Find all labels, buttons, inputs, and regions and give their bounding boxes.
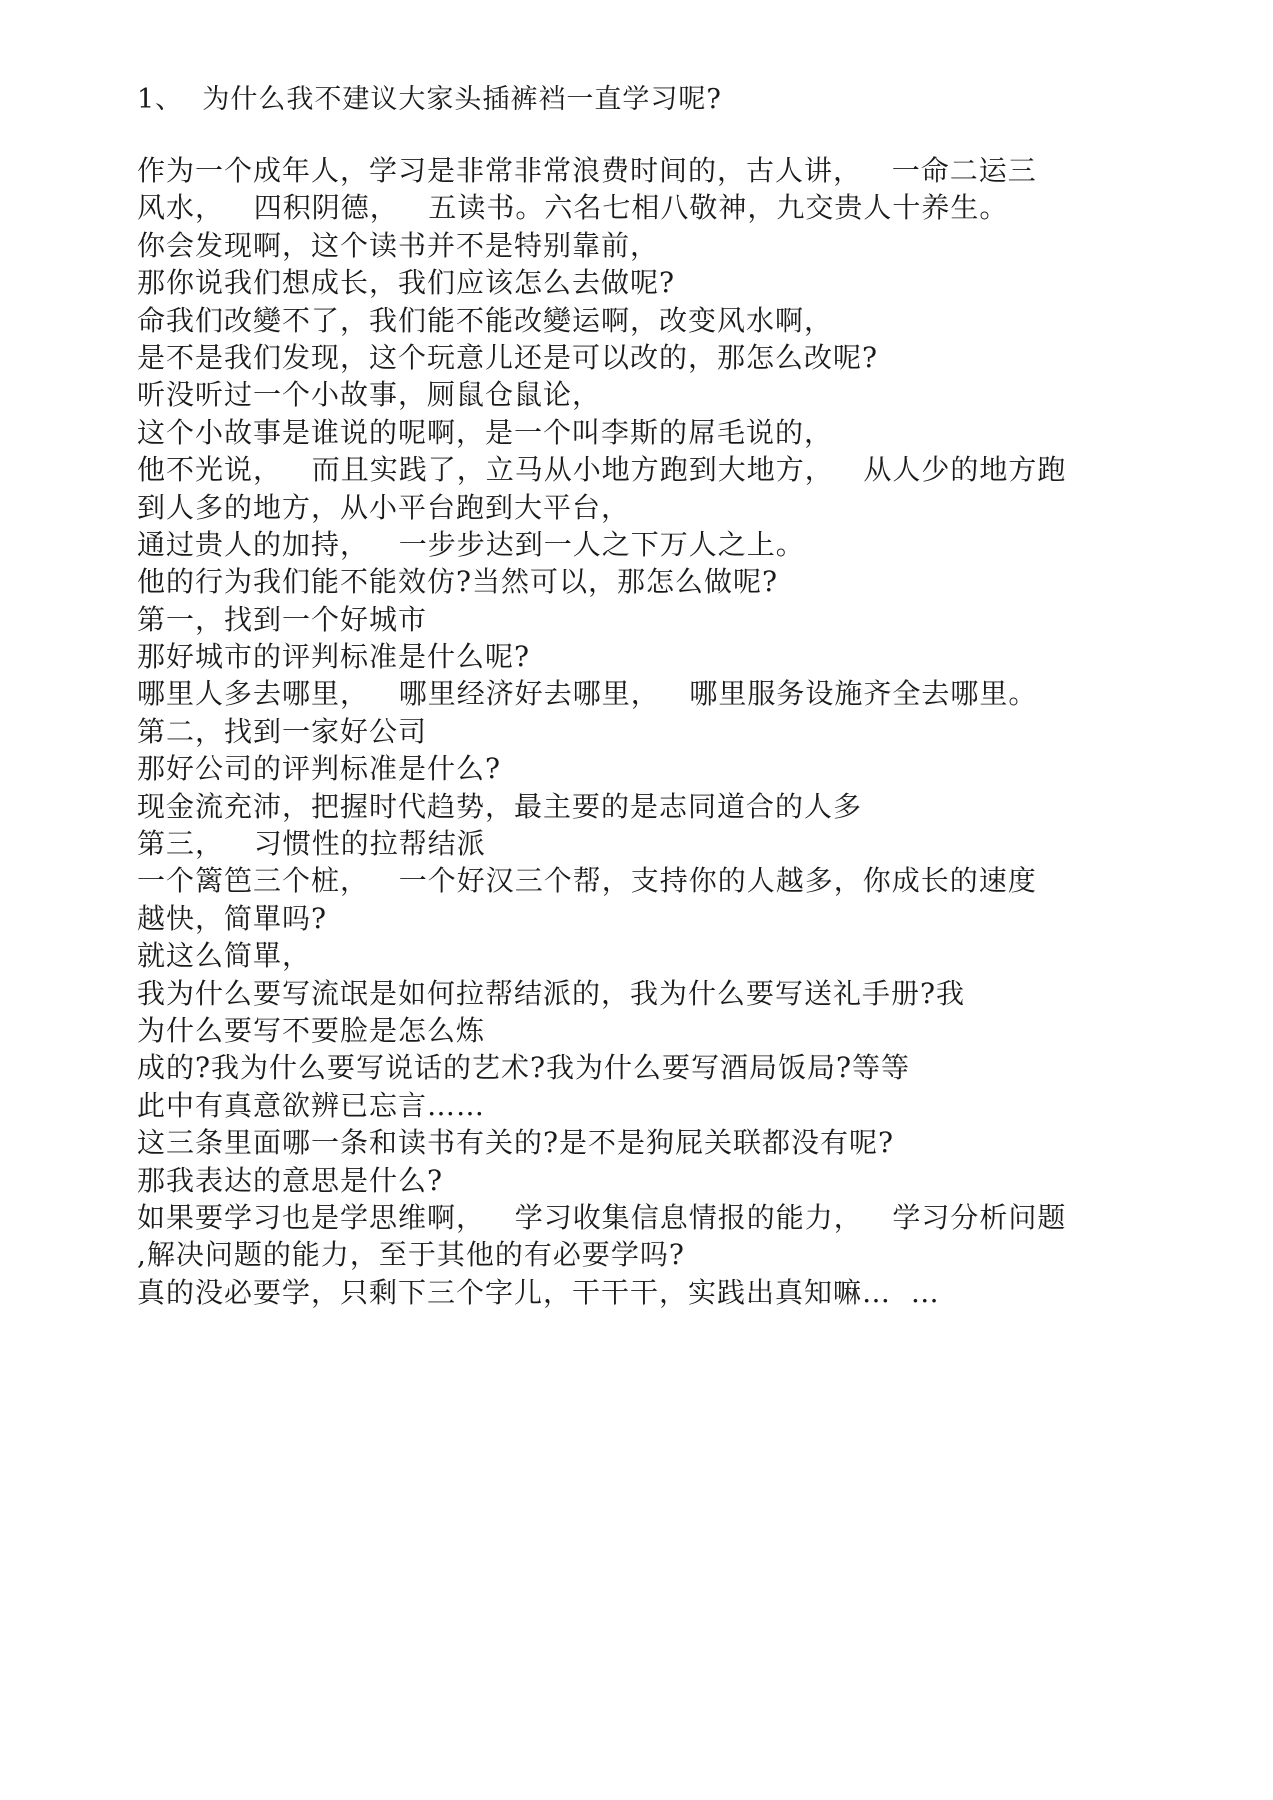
document-heading: 1、 为什么我不建议大家头插裤裆一直学习呢? xyxy=(137,84,722,115)
text-line: 听没听过一个小故事，厕鼠仓鼠论， xyxy=(137,378,602,412)
text-line: 为什么要写不要脸是怎么炼 xyxy=(137,1013,486,1047)
text-line: 作为一个成年人，学习是非常非常浪费时间的，古人讲， 一命二运三 xyxy=(137,154,1037,187)
text-line: 你会发现啊，这个读书并不是特别靠前， xyxy=(137,228,660,262)
text-line: 那好公司的评判标准是什么? xyxy=(137,752,502,786)
text-line: 是不是我们发现，这个玩意儿还是可以改的，那怎么改呢? xyxy=(137,340,879,374)
text-line: 那你说我们想成长，我们应该怎么去做呢? xyxy=(137,266,676,300)
text-line: 通过贵人的加持， 一步步达到一人之下万人之上。 xyxy=(137,527,805,561)
text-line: 如果要学习也是学思维啊， 学习收集信息情报的能力， 学习分析问题 xyxy=(137,1200,1067,1234)
text-line: 我为什么要写流氓是如何拉帮结派的，我为什么要写送礼手册?我 xyxy=(137,976,966,1010)
text-line: 哪里人多去哪里， 哪里经济好去哪里， 哪里服务设施齐全去哪里。 xyxy=(137,677,1038,711)
text-line: 那我表达的意思是什么? xyxy=(137,1163,444,1197)
text-line: 风水， 四积阴德， 五读书。六名七相八敬神，九交贵人十养生。 xyxy=(137,191,1009,225)
text-line: 第三， 习惯性的拉帮结派 xyxy=(137,827,486,861)
text-line: 第二，找到一家好公司 xyxy=(137,714,428,748)
text-line: 第一，找到一个好城市 xyxy=(137,602,428,636)
text-line: 他不光说， 而且实践了，立马从小地方跑到大地方， 从人少的地方跑 xyxy=(137,453,1067,487)
text-line: 这个小故事是谁说的呢啊，是一个叫李斯的屌毛说的， xyxy=(137,415,834,449)
text-line: 越快，简單吗? xyxy=(137,901,328,935)
text-line: 这三条里面哪一条和读书有关的?是不是狗屁关联都没有呢? xyxy=(137,1126,895,1160)
text-line: 就这么简單， xyxy=(137,939,312,973)
text-line: 此中有真意欲辨已忘言…… xyxy=(137,1088,486,1122)
text-line: 一个篱笆三个桩， 一个好汉三个帮，支持你的人越多，你成长的速度 xyxy=(137,864,1037,898)
text-line: 命我们改變不了，我们能不能改變运啊，改变风水啊， xyxy=(137,303,834,337)
text-line: 现金流充沛，把握时代趋势，最主要的是志同道合的人多 xyxy=(137,789,863,823)
text-line: 到人多的地方，从小平台跑到大平台， xyxy=(137,490,631,524)
text-line: 成的?我为什么要写说话的艺术?我为什么要写酒局饭局?等等 xyxy=(137,1051,911,1085)
text-line: 真的没必要学，只剩下三个字儿，干干干，实践出真知嘛… … xyxy=(137,1275,940,1309)
document-body xyxy=(137,152,1137,1311)
text-line: 他的行为我们能不能效仿?当然可以，那怎么做呢? xyxy=(137,565,779,599)
text-line: ,解决问题的能力，至于其他的有必要学吗? xyxy=(137,1238,685,1272)
text-line: 那好城市的评判标准是什么呢? xyxy=(137,640,531,674)
